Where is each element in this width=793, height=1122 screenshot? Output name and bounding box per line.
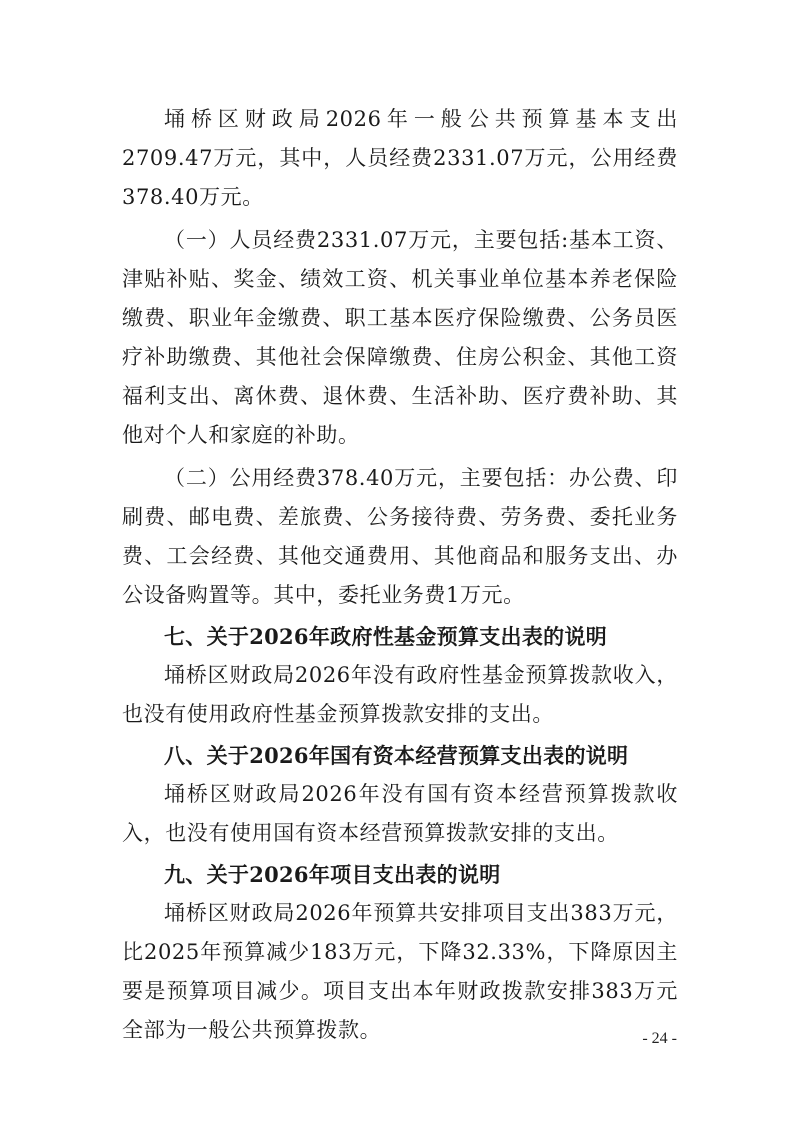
- paragraph-government-fund: 埇桥区财政局2026年没有政府性基金预算拨款收入，也没有使用政府性基金预算拨款安排的支出。: [122, 663, 678, 726]
- document-body: [122, 100, 678, 1052]
- section-heading-project-expenditure: 九、关于2026年项目支出表的说明: [164, 862, 501, 887]
- paragraph-state-capital: 埇桥区财政局2026年没有国有资本经营预算拨款收入，也没有使用国有资本经营预算拨款安排的支出。: [122, 782, 678, 845]
- section-heading-state-capital: 八、关于2026年国有资本经营预算支出表的说明: [164, 743, 629, 768]
- paragraph-public-expenses: （二）公用经费378.40万元，主要包括：办公费、印刷费、邮电费、差旅费、公务接待费、劳务费、委托业务费、工会经费、其他交通费用、其他商品和服务支出、办公设备购置等。其中，委托业务费1万元。: [122, 466, 678, 607]
- paragraph-project-expenditure: 埇桥区财政局2026年预算共安排项目支出383万元，比2025年预算减少183万元，下降32.33%，下降原因主要是预算项目减少。项目支出本年财政拨款安排383万元全部为一般公共预算拨款。: [122, 901, 678, 1042]
- paragraph-personnel-expenses: （一）人员经费2331.07万元，主要包括:基本工资、津贴补贴、奖金、绩效工资、机关事业单位基本养老保险缴费、职业年金缴费、职工基本医疗保险缴费、公务员医疗补助缴费、其他社会保障缴费、住房公积金、其他工资福利支出、离休费、退休费、生活补助、医疗费补助、其他对个人和家庭的补助。: [122, 228, 678, 447]
- section-heading-government-fund: 七、关于2026年政府性基金预算支出表的说明: [164, 624, 608, 649]
- paragraph-basic-expenditure: 埇桥区财政局2026年一般公共预算基本支出2709.47万元，其中，人员经费2331.07万元，公用经费378.40万元。: [122, 107, 678, 209]
- page-number: - 24 -: [642, 1030, 677, 1047]
